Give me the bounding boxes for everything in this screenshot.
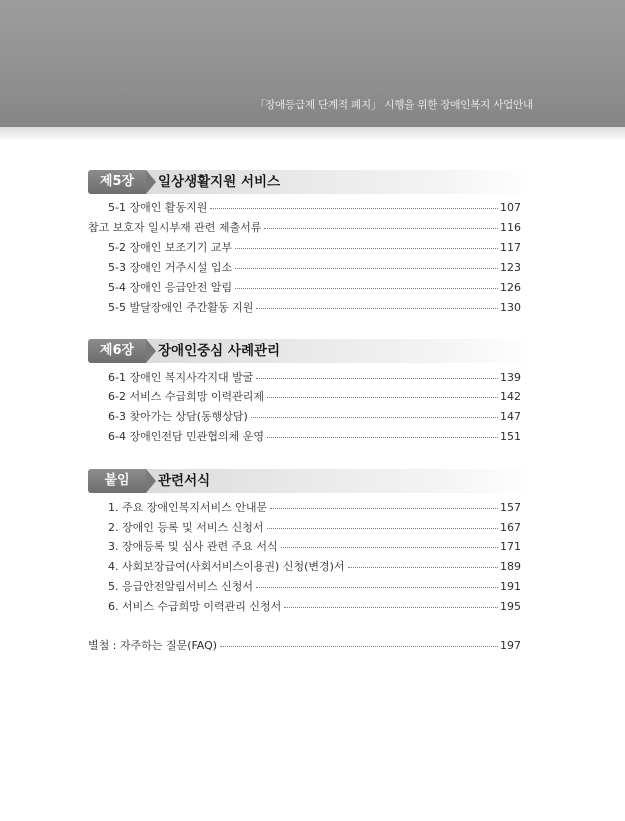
dot-leader bbox=[267, 437, 498, 438]
toc-entry-page: 191 bbox=[500, 579, 521, 593]
toc-entry-page: 189 bbox=[500, 559, 521, 573]
dot-leader bbox=[256, 587, 498, 588]
toc-entry-label: 3. 장애등록 및 심사 관련 주요 서식 bbox=[108, 540, 278, 553]
chapter-title: 관련서식 bbox=[158, 473, 211, 489]
toc-entry-page: 139 bbox=[500, 370, 521, 384]
chapter-tag: 제6장 bbox=[88, 339, 146, 363]
toc-entry-label: 5-2 장애인 보조기기 교부 bbox=[108, 241, 233, 254]
dot-leader bbox=[235, 248, 498, 249]
toc-entry-page: 126 bbox=[500, 280, 521, 294]
toc-entry-label: 6-1 장애인 복지사각지대 발굴 bbox=[108, 371, 254, 384]
dot-leader bbox=[235, 288, 498, 289]
dot-leader bbox=[284, 607, 498, 608]
toc-entry[interactable] bbox=[108, 499, 521, 515]
toc-entry[interactable] bbox=[108, 239, 521, 255]
toc-entry[interactable] bbox=[108, 279, 521, 295]
dot-leader bbox=[348, 567, 498, 568]
toc-entry-label: 5-5 발달장애인 주간활동 지원 bbox=[108, 301, 254, 314]
toc-entry[interactable] bbox=[108, 299, 521, 315]
toc-entry[interactable] bbox=[108, 259, 521, 275]
dot-leader bbox=[264, 228, 498, 229]
toc-entry-page: 142 bbox=[500, 389, 521, 403]
dot-leader bbox=[270, 508, 498, 509]
toc-entry-page: 123 bbox=[500, 260, 521, 274]
dot-leader bbox=[220, 646, 498, 647]
banner-shadow bbox=[0, 127, 625, 141]
toc-entry-page: 195 bbox=[500, 599, 521, 613]
dot-leader bbox=[251, 417, 498, 418]
toc-entry-label: 별첨 : 자주하는 질문(FAQ) bbox=[88, 639, 218, 652]
toc-entry-label: 6-3 찾아가는 상담(동행상담) bbox=[108, 410, 248, 423]
chapter-6-header bbox=[88, 339, 533, 363]
toc-entry-page: 167 bbox=[500, 520, 521, 534]
toc-entry[interactable] bbox=[108, 538, 521, 554]
toc-entry[interactable] bbox=[108, 558, 521, 574]
toc-entry-label: 6-2 서비스 수급희망 이력관리제 bbox=[108, 390, 264, 403]
toc-entry-page: 171 bbox=[500, 539, 521, 553]
dot-leader bbox=[256, 308, 498, 309]
attachment-header bbox=[88, 469, 533, 493]
toc-entry[interactable] bbox=[108, 408, 521, 424]
chapter-title: 일상생활지원 서비스 bbox=[158, 174, 281, 190]
toc-entry-page: 147 bbox=[500, 409, 521, 423]
toc-entry[interactable] bbox=[108, 519, 521, 535]
toc-entry-page: 107 bbox=[500, 200, 521, 214]
toc-entry[interactable] bbox=[108, 578, 521, 594]
chapter-5-header bbox=[88, 170, 533, 194]
toc-entry-label: 2. 장애인 등록 및 서비스 신청서 bbox=[108, 521, 264, 534]
dot-leader bbox=[267, 397, 498, 398]
header-subtitle: 「장애등급제 단계적 폐지」 시행을 위한 장애인복지 사업안내 bbox=[254, 99, 533, 111]
toc-entry[interactable] bbox=[108, 199, 521, 215]
toc-entry-label: 4. 사회보장급여(사회서비스이용권) 신청(변경)서 bbox=[108, 560, 345, 573]
toc-entry[interactable] bbox=[108, 428, 521, 444]
dot-leader bbox=[256, 378, 498, 379]
toc-entry-page: 151 bbox=[500, 429, 521, 443]
toc-entry-page: 130 bbox=[500, 300, 521, 314]
chapter-tag: 붙임 bbox=[88, 469, 146, 493]
toc-entry[interactable] bbox=[108, 388, 521, 404]
toc-entry-faq[interactable] bbox=[88, 637, 521, 653]
toc-entry[interactable] bbox=[108, 369, 521, 385]
toc-entry-page: 117 bbox=[500, 240, 521, 254]
toc-entry[interactable] bbox=[88, 219, 521, 235]
toc-entry-page: 197 bbox=[500, 638, 521, 652]
chapter-tag: 제5장 bbox=[88, 170, 146, 194]
toc-entry-page: 116 bbox=[500, 220, 521, 234]
chapter-title: 장애인중심 사례관리 bbox=[158, 343, 281, 359]
toc-entry-label: 5-3 장애인 거주시설 입소 bbox=[108, 261, 233, 274]
toc-entry-label: 6. 서비스 수급희망 이력관리 신청서 bbox=[108, 600, 282, 613]
toc-entry[interactable] bbox=[108, 598, 521, 614]
toc-entry-label: 6-4 장애인전담 민관협의체 운영 bbox=[108, 430, 264, 443]
dot-leader bbox=[235, 268, 498, 269]
dot-leader bbox=[267, 528, 499, 529]
toc-entry-label: 5. 응급안전알림서비스 신청서 bbox=[108, 580, 253, 593]
dot-leader bbox=[210, 208, 498, 209]
toc-entry-label: 5-4 장애인 응급안전 알림 bbox=[108, 281, 233, 294]
header-banner bbox=[0, 0, 625, 127]
dot-leader bbox=[281, 547, 498, 548]
toc-entry-label: 참고 보호자 일시부재 관련 제출서류 bbox=[88, 221, 262, 234]
toc-entry-page: 157 bbox=[500, 500, 521, 514]
toc-entry-label: 5-1 장애인 활동지원 bbox=[108, 201, 208, 214]
toc-entry-label: 1. 주요 장애인복지서비스 안내문 bbox=[108, 501, 268, 514]
